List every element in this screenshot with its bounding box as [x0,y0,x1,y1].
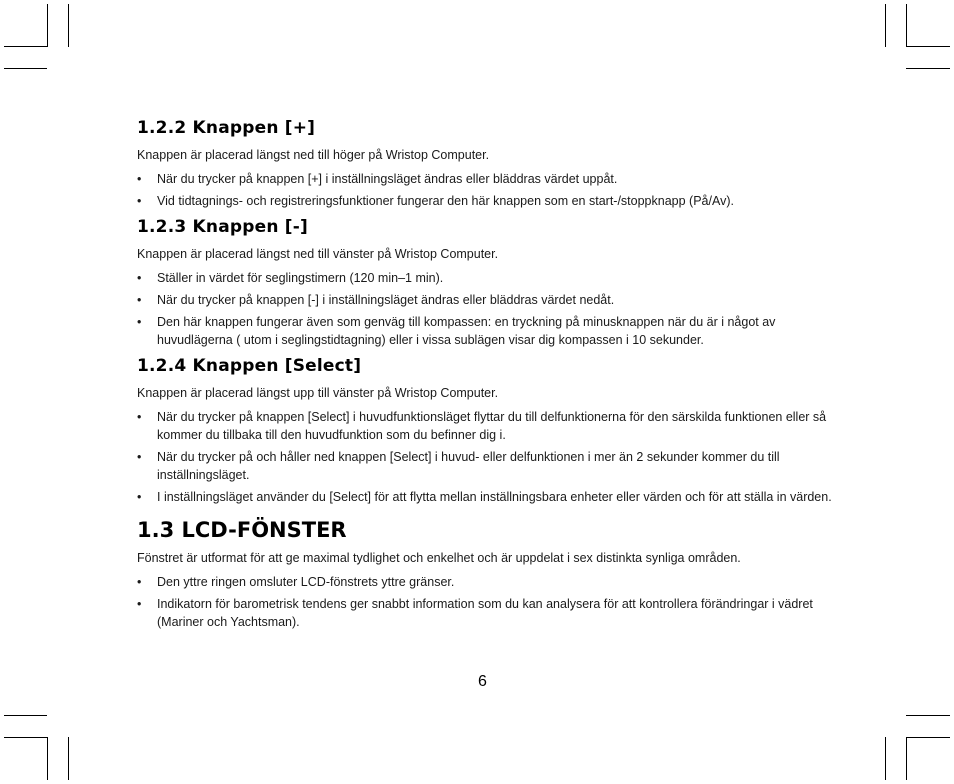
chapter-heading: 1.3 LCD-FÖNSTER [137,518,347,542]
bullet-icon: • [137,194,142,208]
list-item [137,573,837,591]
bullet-list [137,408,837,506]
section-intro: Knappen är placerad längst ned till vänster på Wristop Computer. [137,247,499,261]
list-item [137,269,837,287]
list-item-text: När du trycker på knappen [+] i inställningsläget ändras eller bläddras värdet uppåt. [157,172,618,186]
crop-mark [906,715,950,716]
section-heading: 1.2.2 Knappen [+] [137,118,316,138]
list-item-text: Den yttre ringen omsluter LCD-fönstrets yttre gränser. [157,575,455,589]
bullet-icon: • [137,271,142,285]
section-intro: Knappen är placerad längst ned till höger på Wristop Computer. [137,148,490,162]
crop-mark [906,737,950,738]
list-item-text: Indikatorn för barometrisk tendens ger snabbt information som du kan analysera för att kontrollera förändringar i vädret (Mariner och Yachtsman). [157,597,813,629]
list-item [137,408,837,444]
crop-mark [906,68,950,69]
crop-mark [4,46,48,47]
crop-mark [68,4,69,47]
bullet-icon: • [137,293,142,307]
section-intro: Fönstret är utformat för att ge maximal tydlighet och enkelhet och är uppdelat i sex distinkta synliga områden. [137,551,741,565]
section-intro: Knappen är placerad längst upp till vänster på Wristop Computer. [137,386,499,400]
crop-mark [47,737,48,780]
section-knappen-select [137,356,837,506]
list-item [137,595,837,631]
section-knappen-plus [137,118,837,210]
bullet-icon: • [137,315,142,329]
bullet-icon: • [137,172,142,186]
list-item [137,170,837,188]
section-heading: 1.2.4 Knappen [Select] [137,356,362,376]
bullet-icon: • [137,575,142,589]
bullet-icon: • [137,597,142,611]
crop-mark [906,46,950,47]
list-item [137,291,837,309]
crop-mark [68,737,69,780]
manual-page [137,118,837,631]
section-heading: 1.2.3 Knappen [-] [137,217,308,237]
list-item-text: I inställningsläget använder du [Select] för att flytta mellan inställningsbara enheter eller värden och för att ställa in värden. [157,490,832,504]
crop-mark [906,737,907,780]
crop-mark [4,737,48,738]
crop-mark [906,4,907,47]
list-item-text: Ställer in värdet för seglingstimern (120 min–1 min). [157,271,444,285]
bullet-list [137,269,837,349]
crop-mark [4,715,47,716]
crop-mark [4,68,47,69]
crop-mark [885,4,886,47]
list-item [137,448,837,484]
list-item-text: Vid tidtagnings- och registreringsfunktioner fungerar den här knappen som en start-/stoppknapp (På/Av). [157,194,734,208]
section-knappen-minus [137,217,837,349]
crop-mark [47,4,48,47]
list-item-text: När du trycker på och håller ned knappen [Select] i huvud- eller delfunktionen i mer än 2 sekunder kommer du till inställningsläget. [157,450,780,482]
list-item-text: När du trycker på knappen [-] i inställningsläget ändras eller bläddras värdet nedåt. [157,293,615,307]
bullet-icon: • [137,450,142,464]
crop-mark [885,737,886,780]
bullet-icon: • [137,410,142,424]
list-item [137,488,837,506]
list-item-text: När du trycker på knappen [Select] i huvudfunktionsläget flyttar du till delfunktionerna för den särskilda funktionen eller så kommer du tillbaka till den huvudfunktion som du befinner dig i. [157,410,827,442]
list-item [137,313,837,349]
bullet-list [137,170,837,210]
list-item [137,192,837,210]
page-number: 6 [478,673,487,690]
list-item-text: Den här knappen fungerar även som genväg till kompassen: en tryckning på minusknappen när du är i något av huvudlägerna ( utom i seglingstidtagning) eller i vissa sublägen visar dig kompassen i 10 sekunder. [157,315,776,347]
bullet-icon: • [137,490,142,504]
section-lcd-fonster [137,518,837,631]
bullet-list [137,573,837,631]
